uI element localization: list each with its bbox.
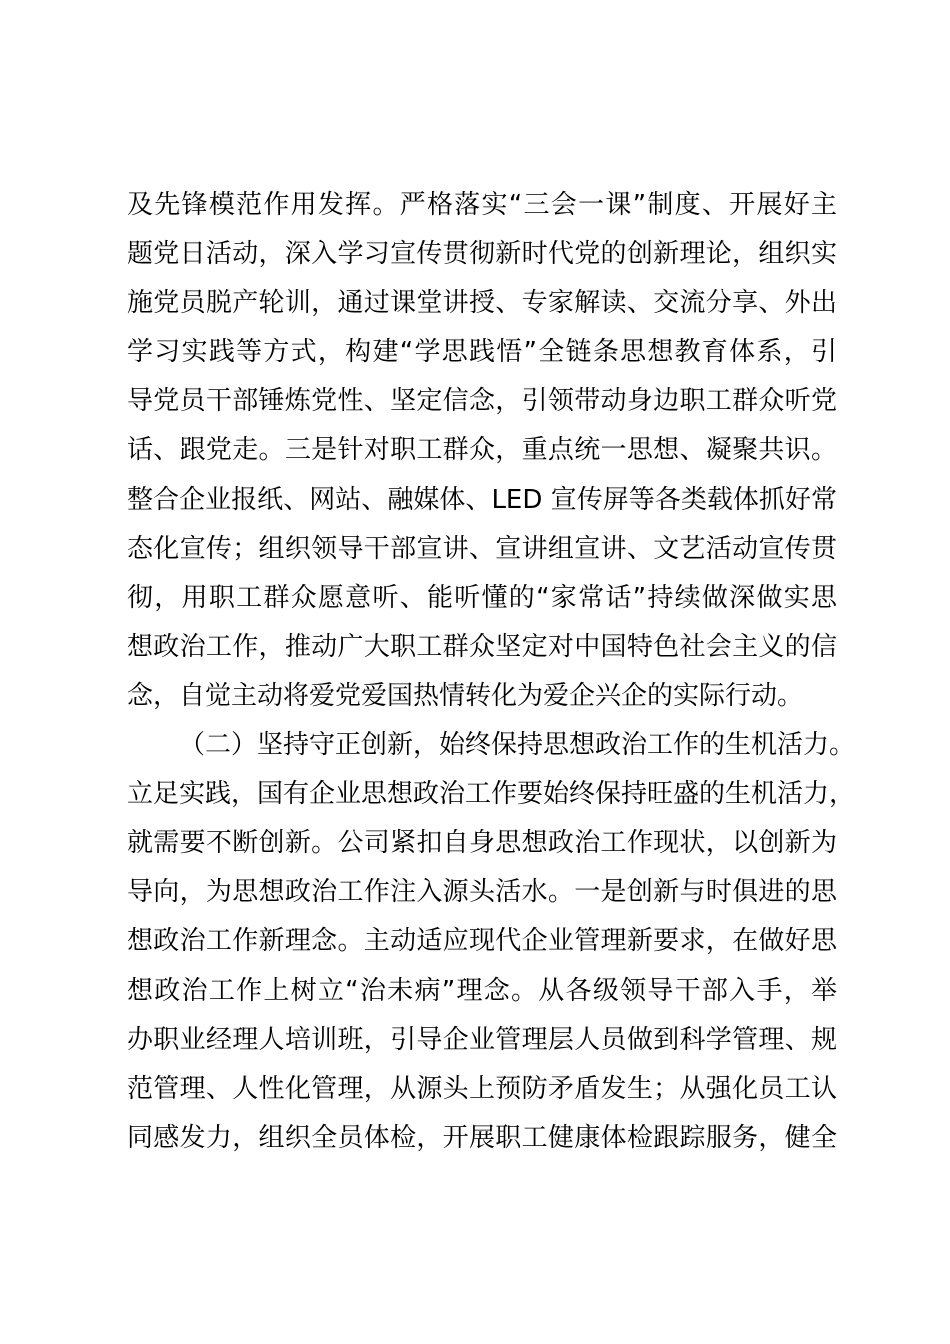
text-line: 办职业经理人培训班，引导企业管理层人员做到科学管理、规	[127, 1024, 837, 1055]
text-line: 导向，为思想政治工作注入源头活水。一是创新与时俱进的思	[127, 877, 837, 908]
text-line: 题党日活动，深入学习宣传贯彻新时代党的创新理论，组织实	[127, 239, 837, 270]
paragraph-1	[127, 181, 837, 721]
section-heading-line: （二）坚持守正创新，始终保持思想政治工作的生机活力。	[179, 730, 856, 761]
text-line: 态化宣传；组织领导干部宣讲、宣讲组宣讲、文艺活动宣传贯	[127, 533, 837, 564]
text-line: 学习实践等方式，构建“学思践悟”全链条思想教育体系，引	[127, 337, 837, 368]
text-line: 导党员干部锤炼党性、坚定信念，引领带动身边职工群众听党	[127, 386, 837, 417]
text-line: 范管理、人性化管理，从源头上预防矛盾发生；从强化员工认	[127, 1073, 837, 1104]
text-line: 施党员脱产轮训，通过课堂讲授、专家解读、交流分享、外出	[127, 288, 837, 319]
text-line: 立足实践，国有企业思想政治工作要始终保持旺盛的生机活力，	[127, 779, 856, 810]
text-line: 就需要不断创新。公司紧扣自身思想政治工作现状，以创新为	[127, 828, 837, 859]
text-line: 念，自觉主动将爱党爱国热情转化为爱企兴企的实际行动。	[127, 680, 804, 711]
text-line: 想政治工作上树立“治未病”理念。从各级领导干部入手，举	[127, 975, 837, 1006]
text-line: 同感发力，组织全员体检，开展职工健康体检跟踪服务，健全	[127, 1122, 837, 1153]
body-text	[127, 181, 856, 1163]
text-line: 想政治工作新理念。主动适应现代企业管理新要求，在做好思	[127, 926, 837, 957]
text-line: 话、跟党走。三是针对职工群众，重点统一思想、凝聚共识。	[127, 435, 837, 466]
paragraph-2	[127, 721, 856, 1163]
text-line: 彻，用职工群众愿意听、能听懂的“家常话”持续做深做实思	[127, 582, 837, 613]
text-line: 想政治工作，推动广大职工群众坚定对中国特色社会主义的信	[127, 631, 837, 662]
text-line: 及先锋模范作用发挥。严格落实“三会一课”制度、开展好主	[127, 190, 837, 220]
text-line: 整合企业报纸、网站、融媒体、LED 宣传屏等各类载体抓好常	[127, 484, 837, 515]
